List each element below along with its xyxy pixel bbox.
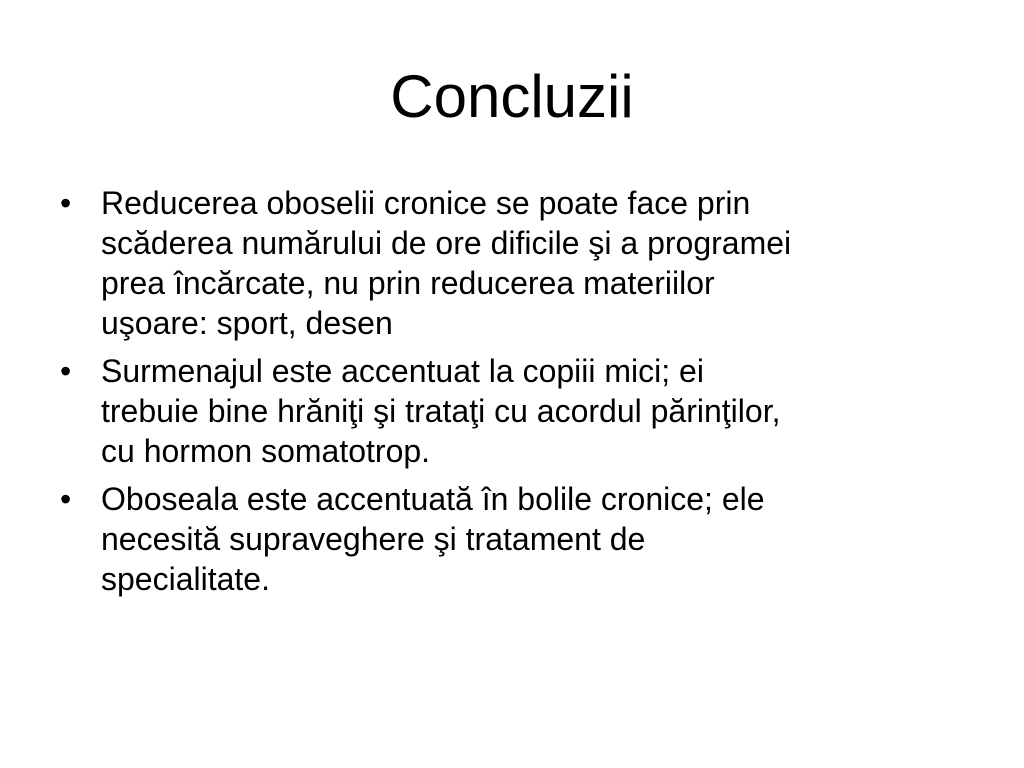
bullet-item [60,351,970,471]
bullet-item [60,183,970,343]
bullet-marker: • [60,185,72,221]
bullet-line: prea încărcate, nu prin reducerea materiilor [101,265,715,301]
bullet-line: specialitate. [101,561,270,597]
bullet-text [101,479,970,599]
bullet-line: Reducerea oboselii cronice se poate face prin [101,185,751,221]
bullet-line: uşoare: sport, desen [101,305,393,341]
bullet-list [60,183,970,607]
bullet-text [101,351,970,471]
bullet-line: scăderea numărului de ore dificile şi a programei [101,225,792,261]
bullet-item [60,479,970,599]
bullet-text [101,183,970,343]
bullet-line: Surmenajul este accentuat la copiii mici; ei [101,353,704,389]
bullet-line: Oboseala este accentuată în bolile cronice; ele [101,481,765,517]
bullet-line: cu hormon somatotrop. [101,433,431,469]
slide-title: Concluzii [390,63,634,130]
bullet-marker: • [60,481,72,517]
bullet-line: necesită supraveghere şi tratament de [101,521,646,557]
bullet-line: trebuie bine hrăniţi şi trataţi cu acordul părinţilor, [101,393,781,429]
bullet-marker: • [60,353,72,389]
